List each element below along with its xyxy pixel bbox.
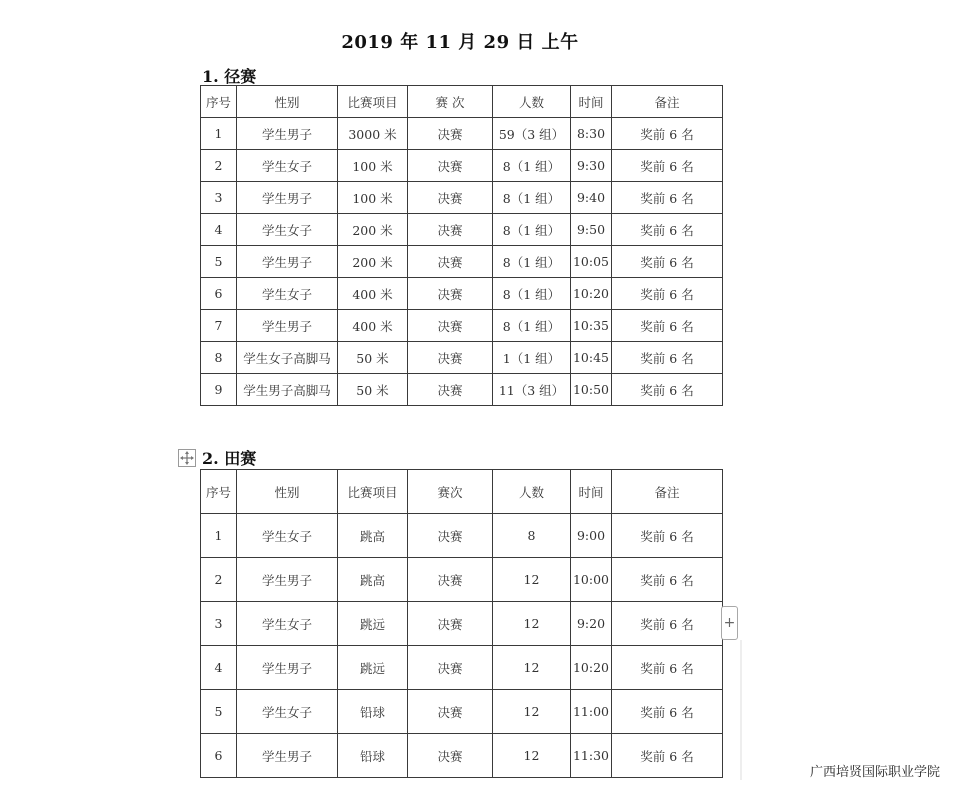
cell-note: 奖前 6 名	[612, 118, 723, 150]
cell-index: 3	[201, 602, 237, 646]
cell-note: 奖前 6 名	[612, 246, 723, 278]
cell-gender: 学生女子	[237, 514, 338, 558]
table-row	[201, 558, 723, 602]
table-row	[201, 342, 723, 374]
cell-count: 12	[493, 602, 571, 646]
cell-round: 决赛	[408, 646, 493, 690]
cell-gender: 学生女子	[237, 214, 338, 246]
cell-round: 决赛	[408, 214, 493, 246]
cell-round: 决赛	[408, 602, 493, 646]
field-section-heading: 2. 田赛	[202, 449, 257, 468]
cell-index: 1	[201, 514, 237, 558]
cell-gender: 学生女子	[237, 690, 338, 734]
add-row-button[interactable]: +	[721, 606, 738, 640]
cell-note: 奖前 6 名	[612, 150, 723, 182]
cell-note: 奖前 6 名	[612, 342, 723, 374]
cell-index: 7	[201, 310, 237, 342]
table-row	[201, 214, 723, 246]
cell-index: 5	[201, 690, 237, 734]
table-row	[201, 514, 723, 558]
cell-gender: 学生男子	[237, 646, 338, 690]
cell-count: 8（1 组）	[493, 150, 571, 182]
cell-note: 奖前 6 名	[612, 734, 723, 778]
cell-count: 59（3 组）	[493, 118, 571, 150]
cell-event: 400 米	[338, 310, 408, 342]
cell-count: 12	[493, 646, 571, 690]
cell-round: 决赛	[408, 182, 493, 214]
cell-count: 12	[493, 558, 571, 602]
table-row	[201, 602, 723, 646]
col-header-time: 时间	[571, 86, 612, 118]
cell-index: 4	[201, 214, 237, 246]
cell-event: 100 米	[338, 150, 408, 182]
cell-count: 8（1 组）	[493, 214, 571, 246]
cell-event: 跳高	[338, 558, 408, 602]
track-events-table	[200, 85, 723, 406]
cell-index: 2	[201, 150, 237, 182]
cell-round: 决赛	[408, 342, 493, 374]
col-header-note: 备注	[612, 470, 723, 514]
cell-round: 决赛	[408, 514, 493, 558]
cell-index: 9	[201, 374, 237, 406]
cell-gender: 学生女子	[237, 150, 338, 182]
cell-time: 9:30	[571, 150, 612, 182]
cell-event: 3000 米	[338, 118, 408, 150]
cell-note: 奖前 6 名	[612, 514, 723, 558]
cell-time: 10:05	[571, 246, 612, 278]
cell-gender: 学生男子	[237, 118, 338, 150]
cell-event: 跳远	[338, 646, 408, 690]
table-row	[201, 118, 723, 150]
cell-note: 奖前 6 名	[612, 374, 723, 406]
cell-time: 9:40	[571, 182, 612, 214]
cell-round: 决赛	[408, 278, 493, 310]
cell-time: 9:20	[571, 602, 612, 646]
cell-round: 决赛	[408, 118, 493, 150]
col-header-index: 序号	[201, 470, 237, 514]
cell-count: 8（1 组）	[493, 310, 571, 342]
cell-event: 50 米	[338, 342, 408, 374]
cell-index: 6	[201, 734, 237, 778]
field-table-body	[201, 514, 723, 778]
cell-time: 10:35	[571, 310, 612, 342]
col-header-event: 比赛项目	[338, 86, 408, 118]
cell-time: 9:50	[571, 214, 612, 246]
cell-gender: 学生女子	[237, 278, 338, 310]
table-row	[201, 690, 723, 734]
col-header-round: 赛次	[408, 470, 493, 514]
table-row	[201, 734, 723, 778]
col-header-gender: 性别	[237, 86, 338, 118]
cell-round: 决赛	[408, 690, 493, 734]
cell-round: 决赛	[408, 374, 493, 406]
col-header-event: 比赛项目	[338, 470, 408, 514]
cell-index: 4	[201, 646, 237, 690]
table-row	[201, 182, 723, 214]
cell-event: 200 米	[338, 246, 408, 278]
cell-time: 10:50	[571, 374, 612, 406]
col-header-note: 备注	[612, 86, 723, 118]
cell-count: 8（1 组）	[493, 246, 571, 278]
cell-event: 100 米	[338, 182, 408, 214]
cell-count: 11（3 组）	[493, 374, 571, 406]
cell-event: 铅球	[338, 690, 408, 734]
cell-gender: 学生男子	[237, 558, 338, 602]
cell-time: 8:30	[571, 118, 612, 150]
track-section-heading: 1. 径赛	[202, 67, 257, 86]
table-row	[201, 150, 723, 182]
cell-count: 1（1 组）	[493, 342, 571, 374]
cell-event: 400 米	[338, 278, 408, 310]
track-table-body	[201, 118, 723, 406]
cell-note: 奖前 6 名	[612, 182, 723, 214]
cell-round: 决赛	[408, 734, 493, 778]
cell-gender: 学生女子高脚马	[237, 342, 338, 374]
table-row	[201, 278, 723, 310]
cell-note: 奖前 6 名	[612, 278, 723, 310]
cell-time: 10:20	[571, 646, 612, 690]
table-row	[201, 374, 723, 406]
cell-gender: 学生女子	[237, 602, 338, 646]
cell-round: 决赛	[408, 150, 493, 182]
table-header-row	[201, 86, 723, 118]
page-edge	[740, 640, 742, 780]
cell-note: 奖前 6 名	[612, 214, 723, 246]
cell-gender: 学生男子高脚马	[237, 374, 338, 406]
cell-gender: 学生男子	[237, 246, 338, 278]
table-row	[201, 246, 723, 278]
col-header-index: 序号	[201, 86, 237, 118]
cell-time: 9:00	[571, 514, 612, 558]
table-header-row	[201, 470, 723, 514]
cell-note: 奖前 6 名	[612, 558, 723, 602]
cell-count: 12	[493, 690, 571, 734]
table-row	[201, 646, 723, 690]
cell-time: 10:20	[571, 278, 612, 310]
cell-time: 11:30	[571, 734, 612, 778]
cell-time: 10:00	[571, 558, 612, 602]
cell-round: 决赛	[408, 246, 493, 278]
watermark-text: 广西培贤国际职业学院	[809, 765, 940, 780]
move-arrows-icon[interactable]	[178, 449, 196, 467]
cell-event: 铅球	[338, 734, 408, 778]
cell-event: 200 米	[338, 214, 408, 246]
cell-gender: 学生男子	[237, 734, 338, 778]
cell-count: 12	[493, 734, 571, 778]
cell-time: 11:00	[571, 690, 612, 734]
cell-index: 2	[201, 558, 237, 602]
cell-count: 8（1 组）	[493, 182, 571, 214]
cell-gender: 学生男子	[237, 182, 338, 214]
cell-round: 决赛	[408, 310, 493, 342]
cell-count: 8（1 组）	[493, 278, 571, 310]
cell-index: 5	[201, 246, 237, 278]
col-header-gender: 性别	[237, 470, 338, 514]
col-header-time: 时间	[571, 470, 612, 514]
col-header-round: 赛 次	[408, 86, 493, 118]
col-header-count: 人数	[493, 470, 571, 514]
cell-round: 决赛	[408, 558, 493, 602]
cell-index: 6	[201, 278, 237, 310]
cell-time: 10:45	[571, 342, 612, 374]
cell-index: 1	[201, 118, 237, 150]
cell-index: 8	[201, 342, 237, 374]
cell-note: 奖前 6 名	[612, 602, 723, 646]
cell-index: 3	[201, 182, 237, 214]
cell-event: 跳远	[338, 602, 408, 646]
cell-gender: 学生男子	[237, 310, 338, 342]
table-row	[201, 310, 723, 342]
cell-note: 奖前 6 名	[612, 310, 723, 342]
cell-note: 奖前 6 名	[612, 646, 723, 690]
field-events-table	[200, 469, 723, 778]
col-header-count: 人数	[493, 86, 571, 118]
document-title: 2019 年 11 月 29 日 上午	[341, 32, 579, 53]
cell-count: 8	[493, 514, 571, 558]
cell-event: 50 米	[338, 374, 408, 406]
cell-event: 跳高	[338, 514, 408, 558]
cell-note: 奖前 6 名	[612, 690, 723, 734]
